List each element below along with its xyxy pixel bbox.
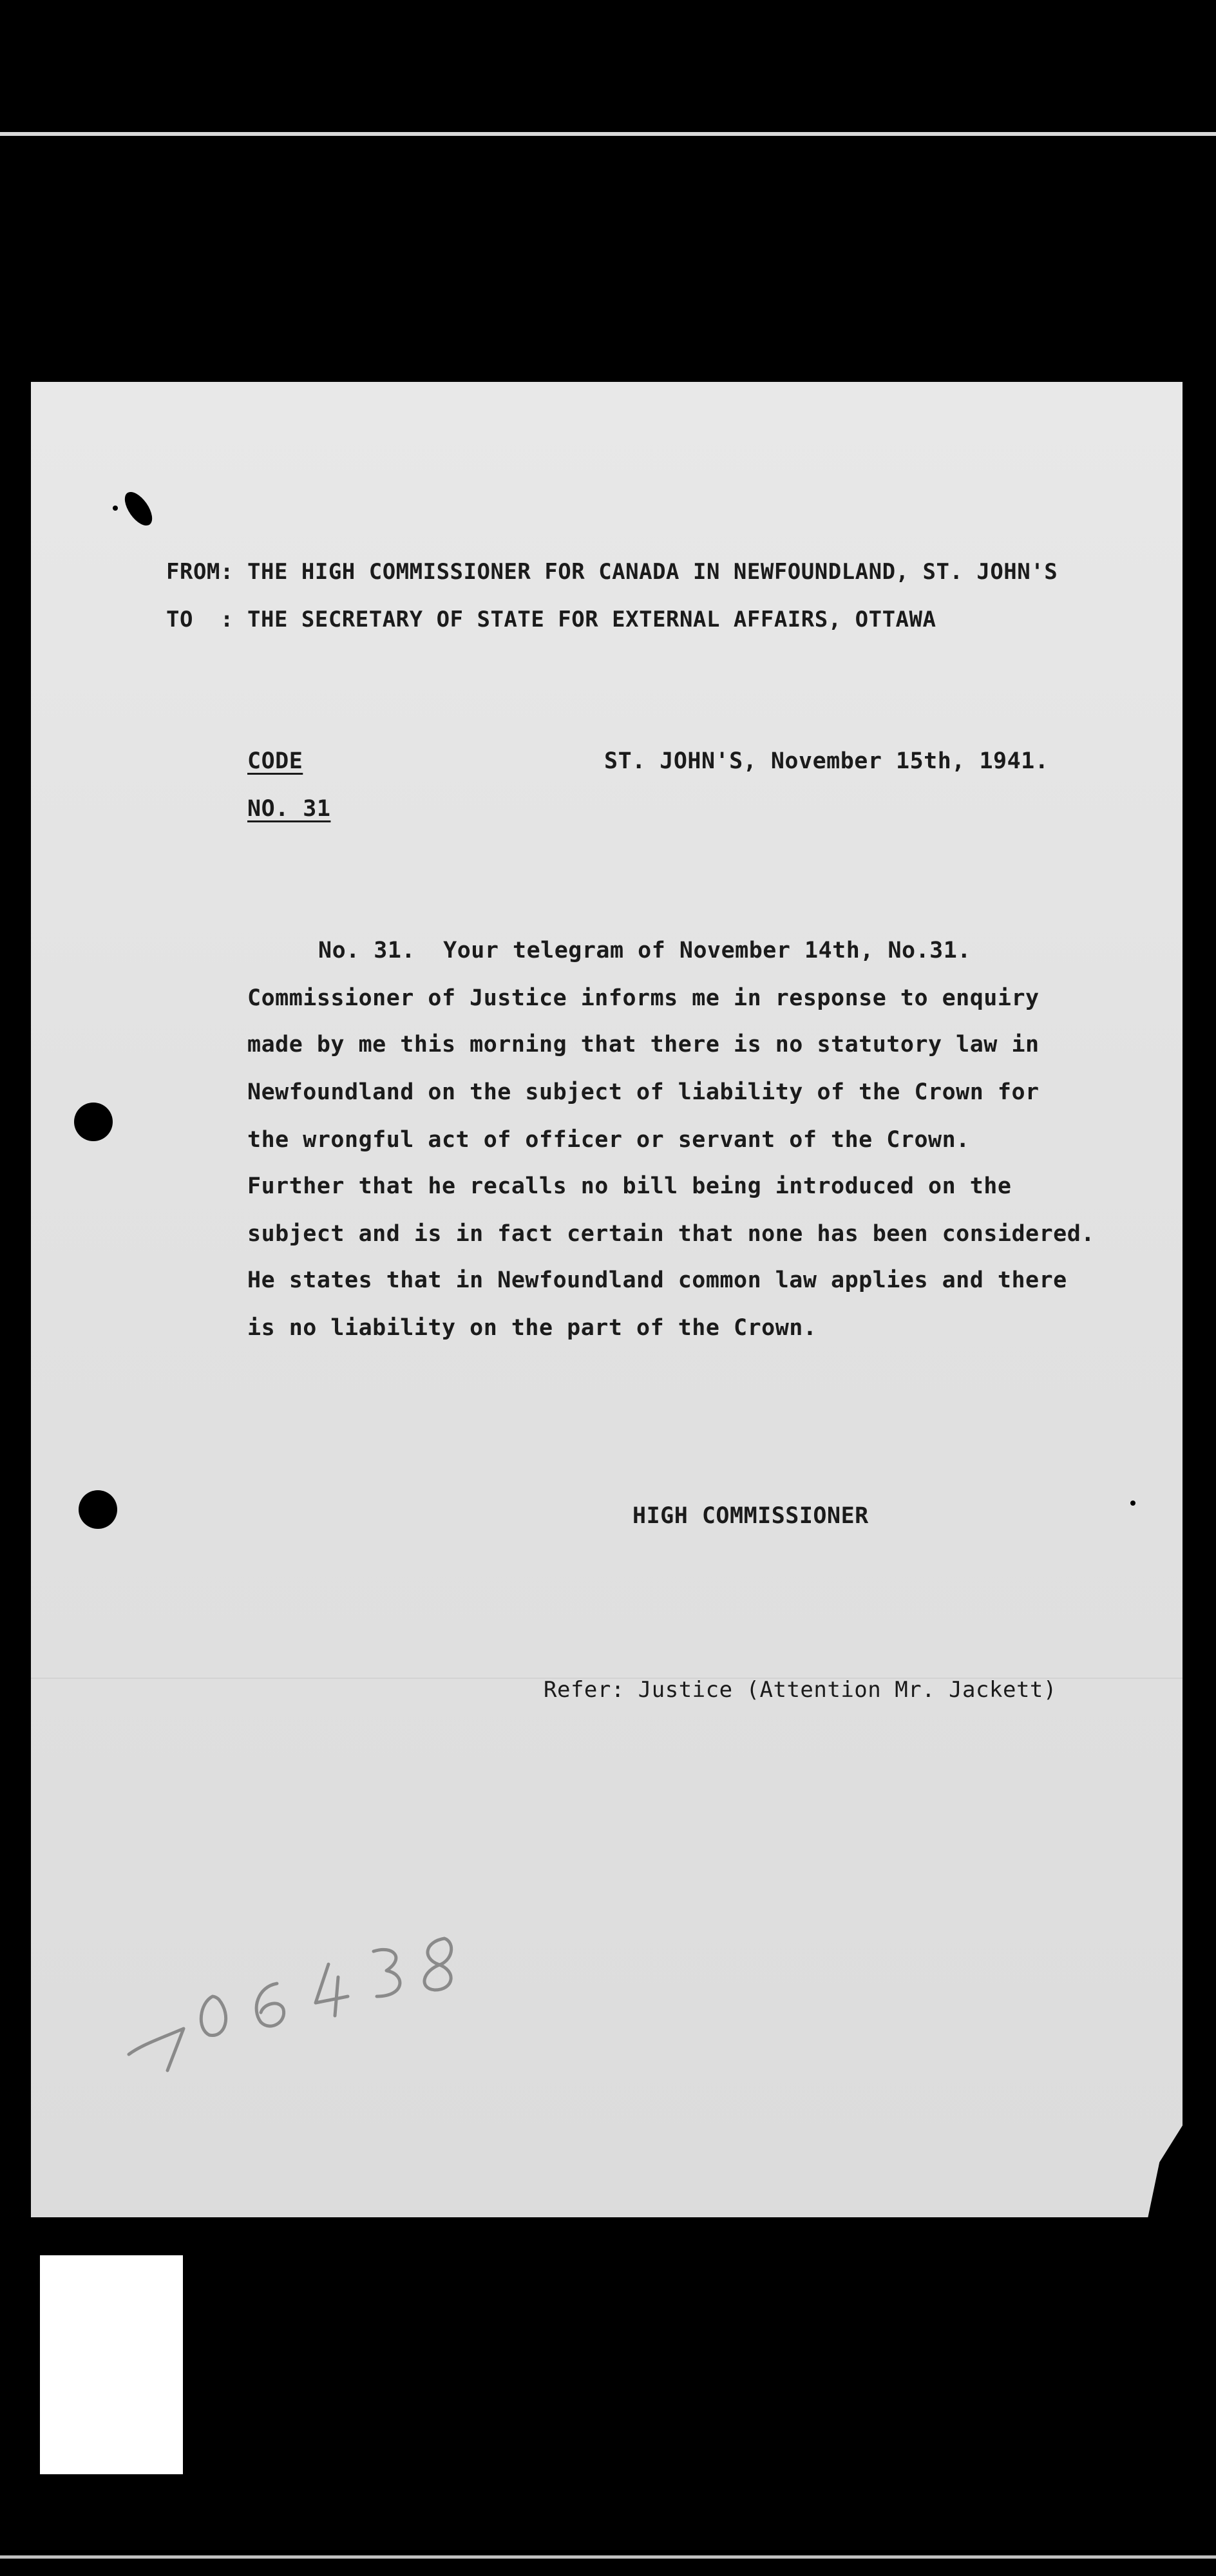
to-label: TO :	[166, 607, 234, 632]
number-label: NO. 31	[247, 796, 331, 822]
body-line: Commissioner of Justice informs me in response to enquiry	[247, 985, 1040, 1011]
body-line: subject and is in fact certain that none has been considered.	[247, 1221, 1095, 1247]
body-line: is no liability on the part of the Crown.	[247, 1315, 817, 1341]
body-line: the wrongful act of officer or servant of the Crown.	[247, 1127, 970, 1153]
film-edge-top	[0, 132, 1216, 136]
to-text: THE SECRETARY OF STATE FOR EXTERNAL AFFAIRS, OTTAWA	[247, 607, 936, 632]
from-label: FROM:	[166, 559, 234, 585]
body-line: Further that he recalls no bill being introduced on the	[247, 1173, 1012, 1199]
film-edge-bottom	[0, 2555, 1216, 2559]
ink-speck	[113, 506, 118, 511]
film-frame-label	[40, 2255, 183, 2474]
body-line: made by me this morning that there is no statutory law in	[247, 1032, 1040, 1057]
body-line: No. 31. Your telegram of November 14th, No.31.	[318, 938, 971, 963]
ink-speck	[1130, 1501, 1135, 1506]
signature-title: HIGH COMMISSIONER	[632, 1503, 869, 1529]
refer-line: Refer: Justice (Attention Mr. Jackett)	[544, 1677, 1057, 1703]
body-line: Newfoundland on the subject of liability of the Crown for	[247, 1079, 1040, 1105]
body-line: He states that in Newfoundland common law applies and there	[247, 1267, 1067, 1293]
punch-hole-upper	[74, 1103, 113, 1141]
place-date: ST. JOHN'S, November 15th, 1941.	[604, 748, 1049, 774]
punch-hole-lower	[79, 1490, 117, 1529]
code-label: CODE	[247, 748, 303, 774]
handwritten-file-number	[122, 1906, 496, 2074]
from-text: THE HIGH COMMISSIONER FOR CANADA IN NEWFOUNDLAND, ST. JOHN'S	[247, 559, 1058, 585]
ink-speck	[1127, 229, 1133, 234]
